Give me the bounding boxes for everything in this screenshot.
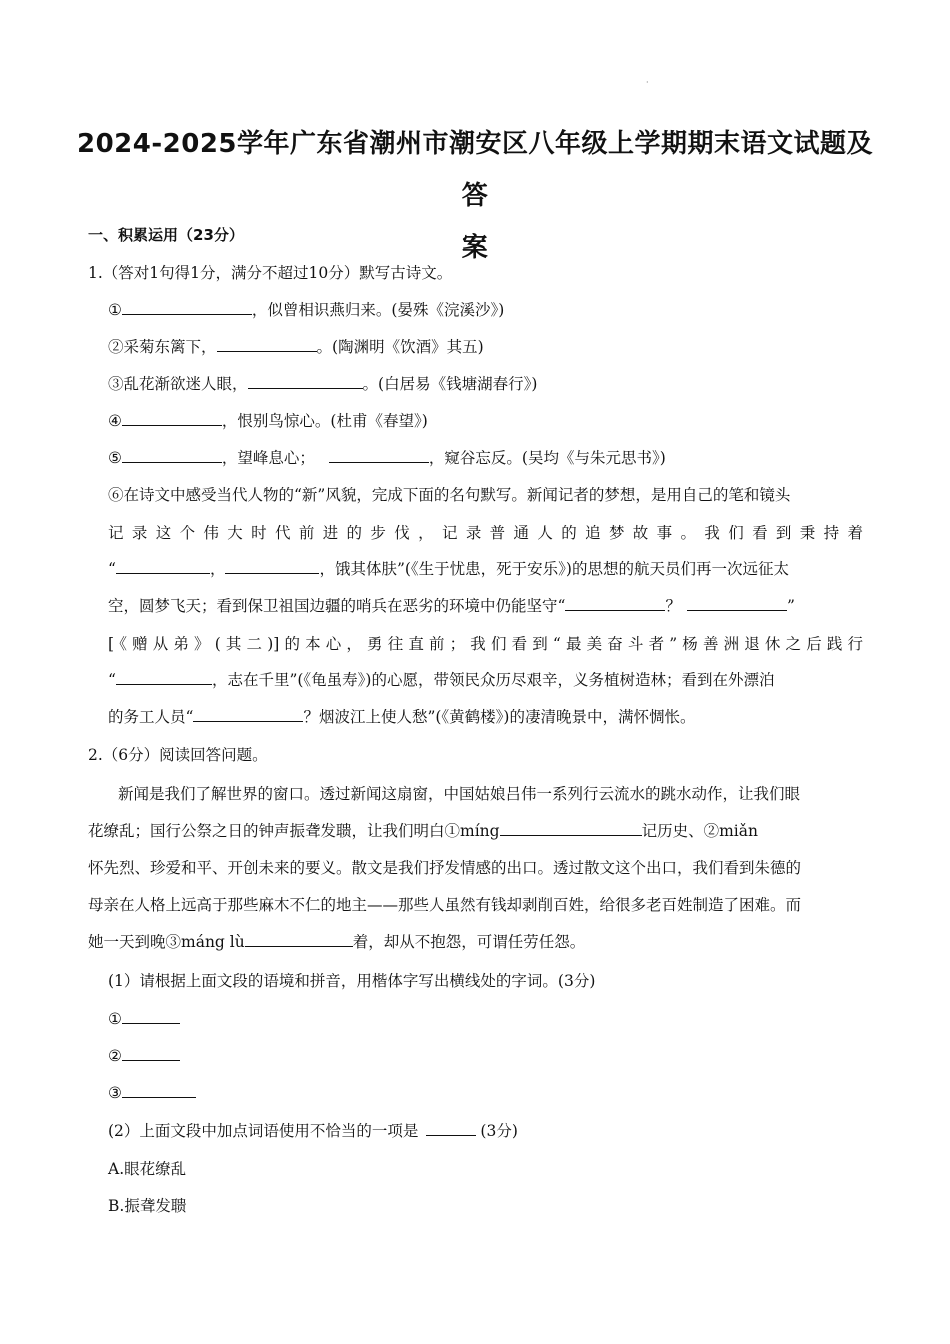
q2-answer-3: ③	[108, 1082, 196, 1104]
answer-blank[interactable]	[245, 931, 353, 947]
answer-blank[interactable]	[500, 820, 642, 836]
answer-blank[interactable]	[122, 410, 222, 426]
answer-blank[interactable]	[116, 669, 212, 685]
q2-passage-line-5: 她一天到晚③máng lù 着，却从不抱怨，可谓任劳任怨。	[88, 933, 586, 951]
q2-passage-line-4: 母亲在人格上远高于那些麻木不仁的地主——那些人虽然有钱却剥削百姓，给很多老百姓制造了困难。而	[88, 896, 802, 914]
q2-option-b: B.振聋发聩	[108, 1197, 187, 1215]
answer-blank[interactable]	[122, 447, 222, 463]
q1-item-6-line-5: [《赠从弟》(其二)]的本心，勇往直前；我们看到“最美奋斗者”杨善洲退休之后践行	[108, 635, 863, 653]
answer-blank[interactable]	[217, 336, 317, 352]
answer-blank[interactable]	[687, 595, 787, 611]
q1-item-6-line-1: ⑥在诗文中感受当代人物的“新”风貌，完成下面的名句默写。新闻记者的梦想，是用自己的笔和镜头	[108, 486, 791, 504]
title-line-1: 2024-2025学年广东省潮州市潮安区八年级上学期期末语文试题及答	[76, 129, 874, 211]
answer-blank[interactable]	[225, 558, 319, 574]
q1-stem: 1.（答对1句得1分，满分不超过10分）默写古诗文。	[88, 264, 453, 282]
page-dot: ·	[646, 78, 649, 87]
q1-item-3: ③乱花渐欲迷人眼， 。(白居易《钱塘湖春行》)	[108, 375, 538, 393]
answer-blank[interactable]	[122, 299, 252, 315]
q2-passage-line-3: 怀先烈、珍爱和平、开创未来的要义。散文是我们抒发情感的出口。透过散文这个出口，我们看到朱德的	[88, 859, 802, 877]
q2-answer-1: ①	[108, 1008, 180, 1030]
answer-blank[interactable]	[248, 373, 363, 389]
q1-item-5: ⑤ ，望峰息心； ，窥谷忘反。(吴均《与朱元思书》)	[108, 449, 666, 467]
title-line-2: 案	[461, 233, 489, 263]
q1-item-6-line-3: “ ， ，饿其体肤”(《生于忧患，死于安乐》)的思想的航天员们再一次远征太	[108, 560, 789, 578]
answer-blank[interactable]	[565, 595, 665, 611]
q1-item-2: ②采菊东篱下， 。(陶渊明《饮酒》其五)	[108, 338, 484, 356]
section-heading: 一、积累运用（23分）	[88, 226, 244, 244]
answer-blank[interactable]	[426, 1120, 476, 1136]
q1-item-6-line-4: 空，圆梦飞天；看到保卫祖国边疆的哨兵在恶劣的环境中仍能坚守“ ？ ”	[108, 597, 795, 615]
q2-sub-question-1: (1）请根据上面文段的语境和拼音，用楷体字写出横线处的字词。(3分)	[108, 972, 596, 990]
answer-blank[interactable]	[116, 558, 210, 574]
q2-passage-line-2: 花缭乱；国行公祭之日的钟声振聋发聩，让我们明白①míng 记历史、②miǎn	[88, 822, 758, 840]
q1-item-6-line-7: 的务工人员“ ？烟波江上使人愁”(《黄鹤楼》)的凄清晚景中，满怀惆怅。	[108, 708, 696, 726]
q1-item-1: ① ，似曾相识燕归来。(晏殊《浣溪沙》)	[108, 301, 505, 319]
document-title	[70, 118, 880, 274]
answer-blank[interactable]	[193, 706, 303, 722]
q2-answer-2: ②	[108, 1045, 180, 1067]
q1-item-6-line-6: “ ，志在千里”(《龟虽寿》)的心愿，带领民众历尽艰辛，义务植树造林；看到在外漂泊	[108, 671, 775, 689]
answer-blank[interactable]	[122, 1045, 180, 1061]
q2-sub-question-2: (2）上面文段中加点词语使用不恰当的一项是 (3分)	[108, 1122, 518, 1140]
answer-blank[interactable]	[122, 1008, 180, 1024]
answer-blank[interactable]	[122, 1082, 196, 1098]
q2-passage-line-1: 新闻是我们了解世界的窗口。透过新闻这扇窗，中国姑娘吕伟一系列行云流水的跳水动作，让我们眼	[118, 785, 801, 803]
answer-blank[interactable]	[329, 447, 429, 463]
q1-item-4: ④ ，恨别鸟惊心。(杜甫《春望》)	[108, 412, 428, 430]
q2-option-a: A.眼花缭乱	[108, 1160, 187, 1178]
q2-stem: 2.（6分）阅读回答问题。	[88, 746, 268, 764]
q1-item-6-line-2: 记录这个伟大时代前进的步伐，记录普通人的追梦故事。我们看到秉持着	[108, 524, 863, 542]
